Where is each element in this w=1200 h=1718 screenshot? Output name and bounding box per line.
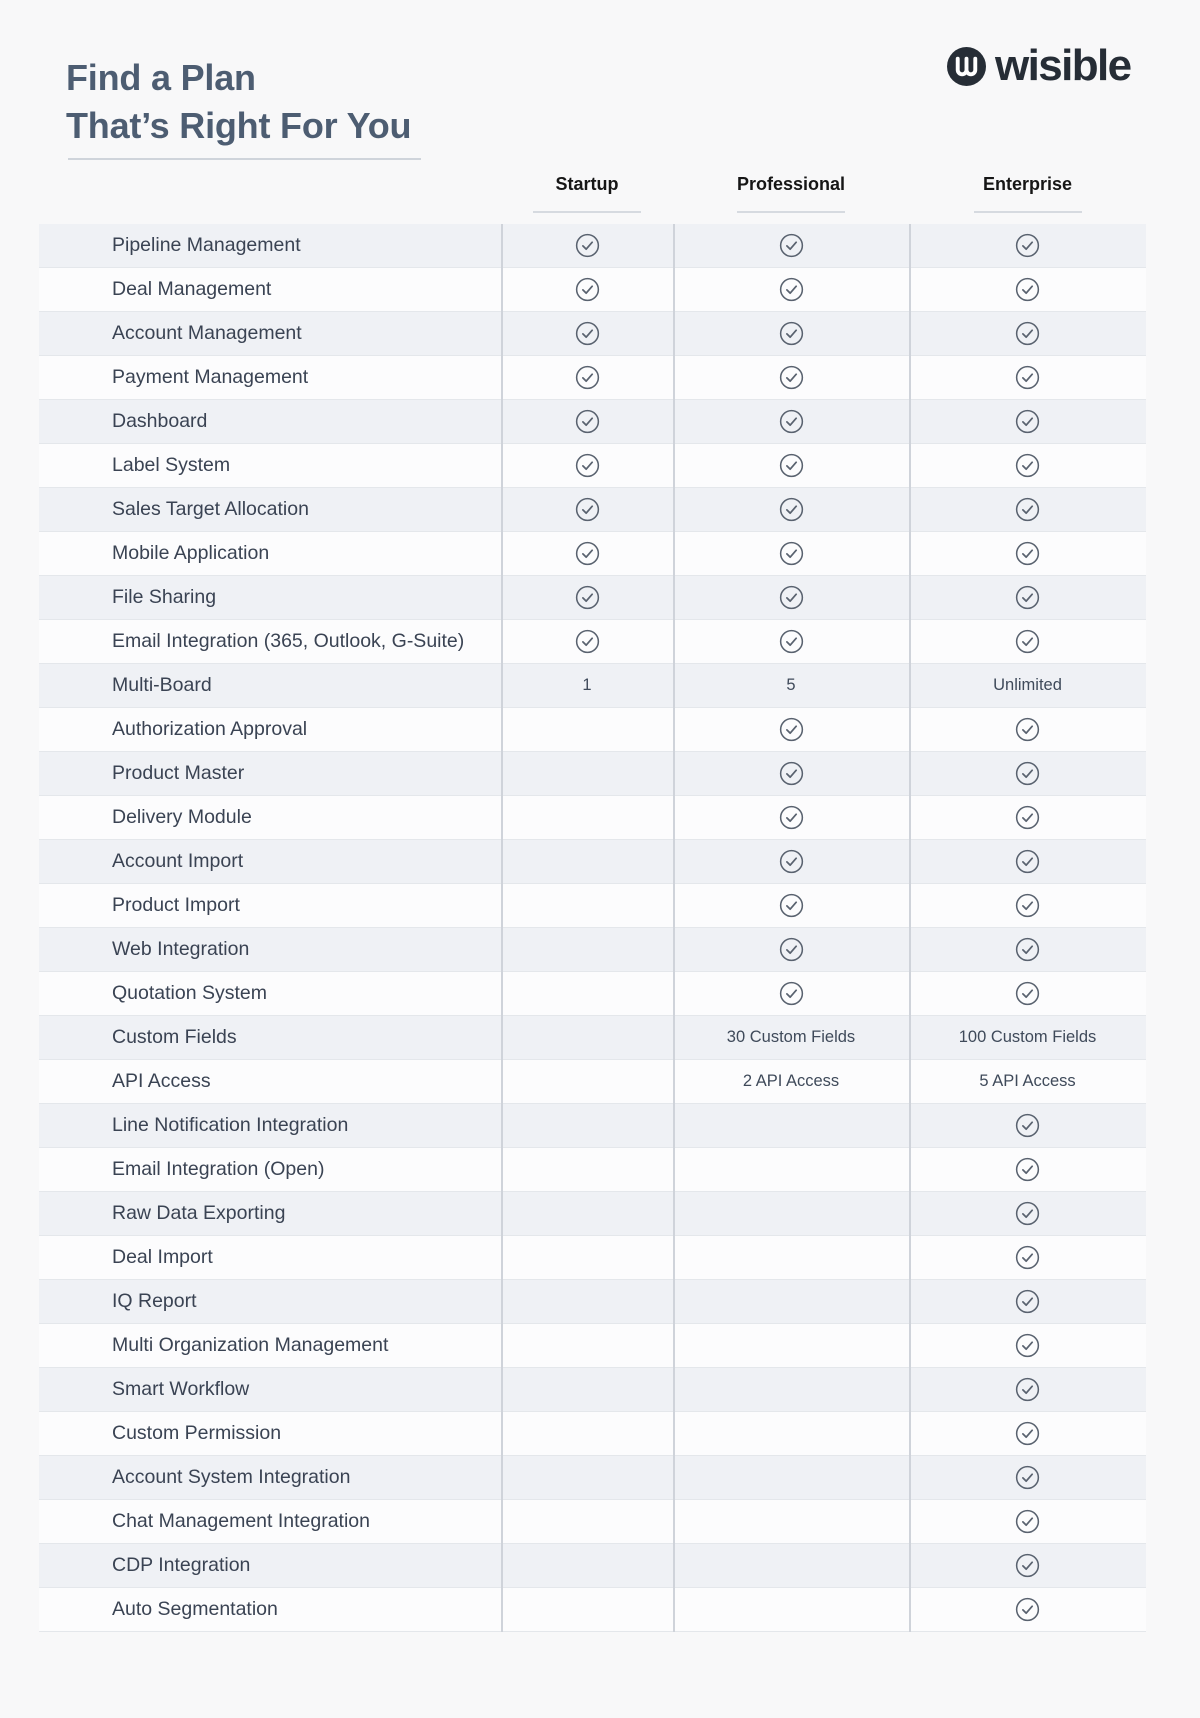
plan-cell-startup <box>501 488 673 531</box>
plan-value: 5 <box>786 676 796 694</box>
feature-name: Payment Management <box>112 366 309 388</box>
logo-wordmark: wisible <box>995 41 1131 90</box>
plan-value: 2 API Access <box>742 1072 840 1090</box>
feature-row <box>39 268 1146 312</box>
check-circle-icon <box>575 409 600 434</box>
plan-cell-startup <box>501 312 673 355</box>
check-circle-icon <box>1015 981 1040 1006</box>
check-circle-icon <box>1015 1553 1040 1578</box>
page-title <box>66 54 411 150</box>
plan-cell-enterprise <box>909 532 1146 575</box>
plan-cell-professional <box>673 532 909 575</box>
plan-cell-startup <box>501 1324 673 1367</box>
check-circle-icon <box>1015 717 1040 742</box>
check-circle-icon <box>1015 1157 1040 1182</box>
plan-cell-startup <box>501 884 673 927</box>
plan-cell-professional <box>673 1192 909 1235</box>
check-circle-icon <box>1015 629 1040 654</box>
check-circle-icon <box>1015 321 1040 346</box>
check-circle-icon <box>1015 453 1040 478</box>
feature-name: Line Notification Integration <box>112 1114 349 1136</box>
check-circle-icon <box>1015 1245 1040 1270</box>
feature-row <box>39 1500 1146 1544</box>
plan-cell-professional <box>673 268 909 311</box>
check-circle-icon <box>779 409 804 434</box>
plan-cell-professional <box>673 796 909 839</box>
check-circle-icon <box>1015 409 1040 434</box>
plan-cell-enterprise <box>909 1324 1146 1367</box>
plan-cell-startup <box>501 1016 673 1059</box>
feature-name: Account System Integration <box>112 1466 351 1488</box>
plan-cell-enterprise <box>909 972 1146 1015</box>
plan-cell-enterprise <box>909 1148 1146 1191</box>
plan-cell-startup <box>501 928 673 971</box>
feature-row <box>39 752 1146 796</box>
feature-row <box>39 1456 1146 1500</box>
plan-cell-professional <box>673 356 909 399</box>
check-circle-icon <box>779 849 804 874</box>
feature-name: Pipeline Management <box>112 234 301 256</box>
check-circle-icon <box>1015 937 1040 962</box>
plan-cell-startup <box>501 1280 673 1323</box>
plan-cell-enterprise <box>909 312 1146 355</box>
feature-name: Email Integration (365, Outlook, G-Suite) <box>112 630 465 652</box>
feature-row <box>39 1104 1146 1148</box>
title-line-1: Find a Plan <box>66 57 256 98</box>
plan-cell-professional <box>673 840 909 883</box>
plan-cell-startup <box>501 840 673 883</box>
check-circle-icon <box>779 585 804 610</box>
feature-row <box>39 972 1146 1016</box>
plan-cell-professional <box>673 576 909 619</box>
plan-cell-enterprise <box>909 1368 1146 1411</box>
feature-name: IQ Report <box>112 1290 197 1312</box>
plan-cell-professional <box>673 224 909 267</box>
feature-name: Deal Import <box>112 1246 213 1268</box>
feature-row <box>39 1060 1146 1104</box>
column-divider <box>501 224 503 1632</box>
plan-cell-professional <box>673 1104 909 1147</box>
feature-name: Dashboard <box>112 410 208 432</box>
plan-cell-professional <box>673 1060 909 1103</box>
check-circle-icon <box>575 233 600 258</box>
check-circle-icon <box>1015 1597 1040 1622</box>
check-circle-icon <box>1015 1509 1040 1534</box>
plan-value: 100 Custom Fields <box>958 1028 1097 1046</box>
feature-name: Account Import <box>112 850 244 872</box>
plan-cell-enterprise <box>909 1500 1146 1543</box>
feature-name: Smart Workflow <box>112 1378 250 1400</box>
plan-cell-enterprise <box>909 1236 1146 1279</box>
plan-cell-startup <box>501 972 673 1015</box>
plan-header-underline <box>533 211 641 213</box>
check-circle-icon <box>1015 497 1040 522</box>
plan-cell-startup <box>501 1148 673 1191</box>
plan-cell-professional <box>673 928 909 971</box>
feature-name: Quotation System <box>112 982 267 1004</box>
feature-row <box>39 1192 1146 1236</box>
feature-row <box>39 1368 1146 1412</box>
plan-cell-enterprise <box>909 576 1146 619</box>
check-circle-icon <box>1015 1421 1040 1446</box>
plan-cell-startup <box>501 752 673 795</box>
check-circle-icon <box>575 453 600 478</box>
plan-cell-professional <box>673 972 909 1015</box>
plan-cell-startup <box>501 1412 673 1455</box>
check-circle-icon <box>1015 1333 1040 1358</box>
plan-cell-startup <box>501 708 673 751</box>
plan-cell-professional <box>673 1148 909 1191</box>
plan-cell-enterprise <box>909 224 1146 267</box>
check-circle-icon <box>779 937 804 962</box>
feature-row <box>39 224 1146 268</box>
feature-name: Product Master <box>112 762 245 784</box>
feature-name: Mobile Application <box>112 542 270 564</box>
plan-cell-professional <box>673 1016 909 1059</box>
feature-row <box>39 576 1146 620</box>
feature-name: CDP Integration <box>112 1554 251 1576</box>
check-circle-icon <box>1015 849 1040 874</box>
check-circle-icon <box>779 541 804 566</box>
feature-row <box>39 444 1146 488</box>
check-circle-icon <box>779 453 804 478</box>
title-line-2: That’s Right For You <box>66 105 412 146</box>
feature-name: Multi-Board <box>112 674 212 696</box>
check-circle-icon <box>1015 805 1040 830</box>
plan-cell-professional <box>673 444 909 487</box>
plan-cell-enterprise <box>909 1544 1146 1587</box>
plan-value: Unlimited <box>993 676 1062 694</box>
plan-header-underline <box>737 211 845 213</box>
plan-cell-professional <box>673 488 909 531</box>
plan-cell-startup <box>501 1588 673 1631</box>
plan-header-underline <box>974 211 1082 213</box>
plan-cell-enterprise <box>909 1060 1146 1103</box>
plan-cell-professional <box>673 1456 909 1499</box>
plan-cell-enterprise <box>909 928 1146 971</box>
plan-header-label: Enterprise <box>982 174 1073 194</box>
check-circle-icon <box>1015 233 1040 258</box>
plan-cell-startup <box>501 620 673 663</box>
plan-cell-professional <box>673 1324 909 1367</box>
feature-name: File Sharing <box>112 586 217 608</box>
plan-header-label: Startup <box>555 174 619 194</box>
check-circle-icon <box>779 761 804 786</box>
plan-cell-professional <box>673 1544 909 1587</box>
plan-cell-startup <box>501 1500 673 1543</box>
plan-cell-startup <box>501 576 673 619</box>
plan-value: 1 <box>582 676 592 694</box>
plan-cell-enterprise <box>909 1588 1146 1631</box>
check-circle-icon <box>575 497 600 522</box>
check-circle-icon <box>779 629 804 654</box>
feature-name: Deal Management <box>112 278 272 300</box>
feature-row <box>39 1280 1146 1324</box>
check-circle-icon <box>575 277 600 302</box>
feature-name: Label System <box>112 454 231 476</box>
plan-cell-startup <box>501 1368 673 1411</box>
plan-cell-startup <box>501 664 673 707</box>
plan-cell-professional <box>673 1500 909 1543</box>
feature-row <box>39 312 1146 356</box>
check-circle-icon <box>1015 1201 1040 1226</box>
plan-cell-professional <box>673 400 909 443</box>
plan-cell-professional <box>673 1280 909 1323</box>
feature-name: Multi Organization Management <box>112 1334 389 1356</box>
plan-cell-startup <box>501 796 673 839</box>
plan-cell-startup <box>501 1192 673 1235</box>
plan-cell-startup <box>501 356 673 399</box>
plan-cell-enterprise <box>909 400 1146 443</box>
check-circle-icon <box>779 277 804 302</box>
feature-row <box>39 1016 1146 1060</box>
feature-row <box>39 1236 1146 1280</box>
check-circle-icon <box>575 629 600 654</box>
check-circle-icon <box>575 541 600 566</box>
plan-cell-enterprise <box>909 1192 1146 1235</box>
feature-table <box>39 224 1146 1632</box>
feature-row <box>39 1148 1146 1192</box>
feature-name: Authorization Approval <box>112 718 308 740</box>
feature-row <box>39 1544 1146 1588</box>
plan-cell-professional <box>673 312 909 355</box>
feature-row <box>39 1324 1146 1368</box>
brand-logo[interactable] <box>947 41 1131 90</box>
check-circle-icon <box>779 321 804 346</box>
plan-cell-enterprise <box>909 664 1146 707</box>
title-underline <box>68 158 421 160</box>
plan-cell-startup <box>501 1544 673 1587</box>
plan-cell-professional <box>673 708 909 751</box>
plan-cell-professional <box>673 1412 909 1455</box>
feature-table-body <box>39 224 1146 1632</box>
plan-cell-professional <box>673 752 909 795</box>
feature-row <box>39 884 1146 928</box>
feature-name: Chat Management Integration <box>112 1510 370 1532</box>
feature-row <box>39 708 1146 752</box>
feature-name: Delivery Module <box>112 806 252 828</box>
plan-cell-startup <box>501 400 673 443</box>
plan-cell-enterprise <box>909 708 1146 751</box>
plan-cell-enterprise <box>909 620 1146 663</box>
plan-cell-startup <box>501 1060 673 1103</box>
plan-header-enterprise <box>909 166 1146 224</box>
plan-cell-enterprise <box>909 1104 1146 1147</box>
plan-header-label: Professional <box>736 174 846 194</box>
check-circle-icon <box>779 893 804 918</box>
plan-cell-enterprise <box>909 752 1146 795</box>
feature-row <box>39 532 1146 576</box>
plan-cell-startup <box>501 444 673 487</box>
plan-cell-startup <box>501 224 673 267</box>
feature-name: Account Management <box>112 322 302 344</box>
column-divider <box>909 224 911 1632</box>
feature-name: Custom Permission <box>112 1422 282 1444</box>
check-circle-icon <box>575 321 600 346</box>
plan-header-spacer <box>39 166 501 224</box>
feature-name: Email Integration (Open) <box>112 1158 325 1180</box>
plan-cell-enterprise <box>909 488 1146 531</box>
plan-cell-enterprise <box>909 444 1146 487</box>
check-circle-icon <box>1015 1377 1040 1402</box>
plan-cell-startup <box>501 532 673 575</box>
plan-cell-startup <box>501 1456 673 1499</box>
plan-cell-enterprise <box>909 1412 1146 1455</box>
feature-row <box>39 1412 1146 1456</box>
check-circle-icon <box>575 365 600 390</box>
plan-value: 30 Custom Fields <box>726 1028 856 1046</box>
plan-cell-professional <box>673 664 909 707</box>
check-circle-icon <box>1015 1113 1040 1138</box>
check-circle-icon <box>1015 1465 1040 1490</box>
feature-row <box>39 400 1146 444</box>
feature-row <box>39 840 1146 884</box>
feature-row <box>39 620 1146 664</box>
feature-name: Sales Target Allocation <box>112 498 309 520</box>
plan-cell-enterprise <box>909 1280 1146 1323</box>
plan-cell-professional <box>673 1236 909 1279</box>
plan-cell-enterprise <box>909 840 1146 883</box>
column-divider <box>673 224 675 1632</box>
check-circle-icon <box>779 233 804 258</box>
feature-name: API Access <box>112 1070 211 1092</box>
plan-cell-enterprise <box>909 268 1146 311</box>
feature-row <box>39 796 1146 840</box>
plan-header-professional <box>673 166 909 224</box>
check-circle-icon <box>1015 277 1040 302</box>
plan-header-row <box>39 166 1146 224</box>
feature-name: Auto Segmentation <box>112 1598 278 1620</box>
feature-name: Product Import <box>112 894 240 916</box>
feature-row <box>39 928 1146 972</box>
check-circle-icon <box>575 585 600 610</box>
plan-cell-enterprise <box>909 356 1146 399</box>
plan-cell-enterprise <box>909 1456 1146 1499</box>
plan-cell-professional <box>673 1368 909 1411</box>
feature-row <box>39 488 1146 532</box>
feature-row <box>39 664 1146 708</box>
plan-cell-enterprise <box>909 1016 1146 1059</box>
plan-cell-enterprise <box>909 884 1146 927</box>
plan-cell-professional <box>673 884 909 927</box>
plan-header-startup <box>501 166 673 224</box>
plan-cell-startup <box>501 268 673 311</box>
plan-cell-professional <box>673 1588 909 1631</box>
feature-row <box>39 356 1146 400</box>
check-circle-icon <box>1015 1289 1040 1314</box>
feature-name: Custom Fields <box>112 1026 237 1048</box>
plan-cell-professional <box>673 620 909 663</box>
feature-name: Raw Data Exporting <box>112 1202 286 1224</box>
check-circle-icon <box>1015 893 1040 918</box>
check-circle-icon <box>1015 585 1040 610</box>
plan-cell-enterprise <box>909 796 1146 839</box>
plan-cell-startup <box>501 1236 673 1279</box>
check-circle-icon <box>779 497 804 522</box>
plan-value: 5 API Access <box>979 1072 1076 1090</box>
check-circle-icon <box>779 717 804 742</box>
feature-row <box>39 1588 1146 1632</box>
check-circle-icon <box>779 805 804 830</box>
check-circle-icon <box>1015 541 1040 566</box>
check-circle-icon <box>779 365 804 390</box>
check-circle-icon <box>1015 761 1040 786</box>
plan-cell-startup <box>501 1104 673 1147</box>
check-circle-icon <box>1015 365 1040 390</box>
check-circle-icon <box>779 981 804 1006</box>
wisible-logo-icon <box>947 47 986 86</box>
feature-name: Web Integration <box>112 938 250 960</box>
